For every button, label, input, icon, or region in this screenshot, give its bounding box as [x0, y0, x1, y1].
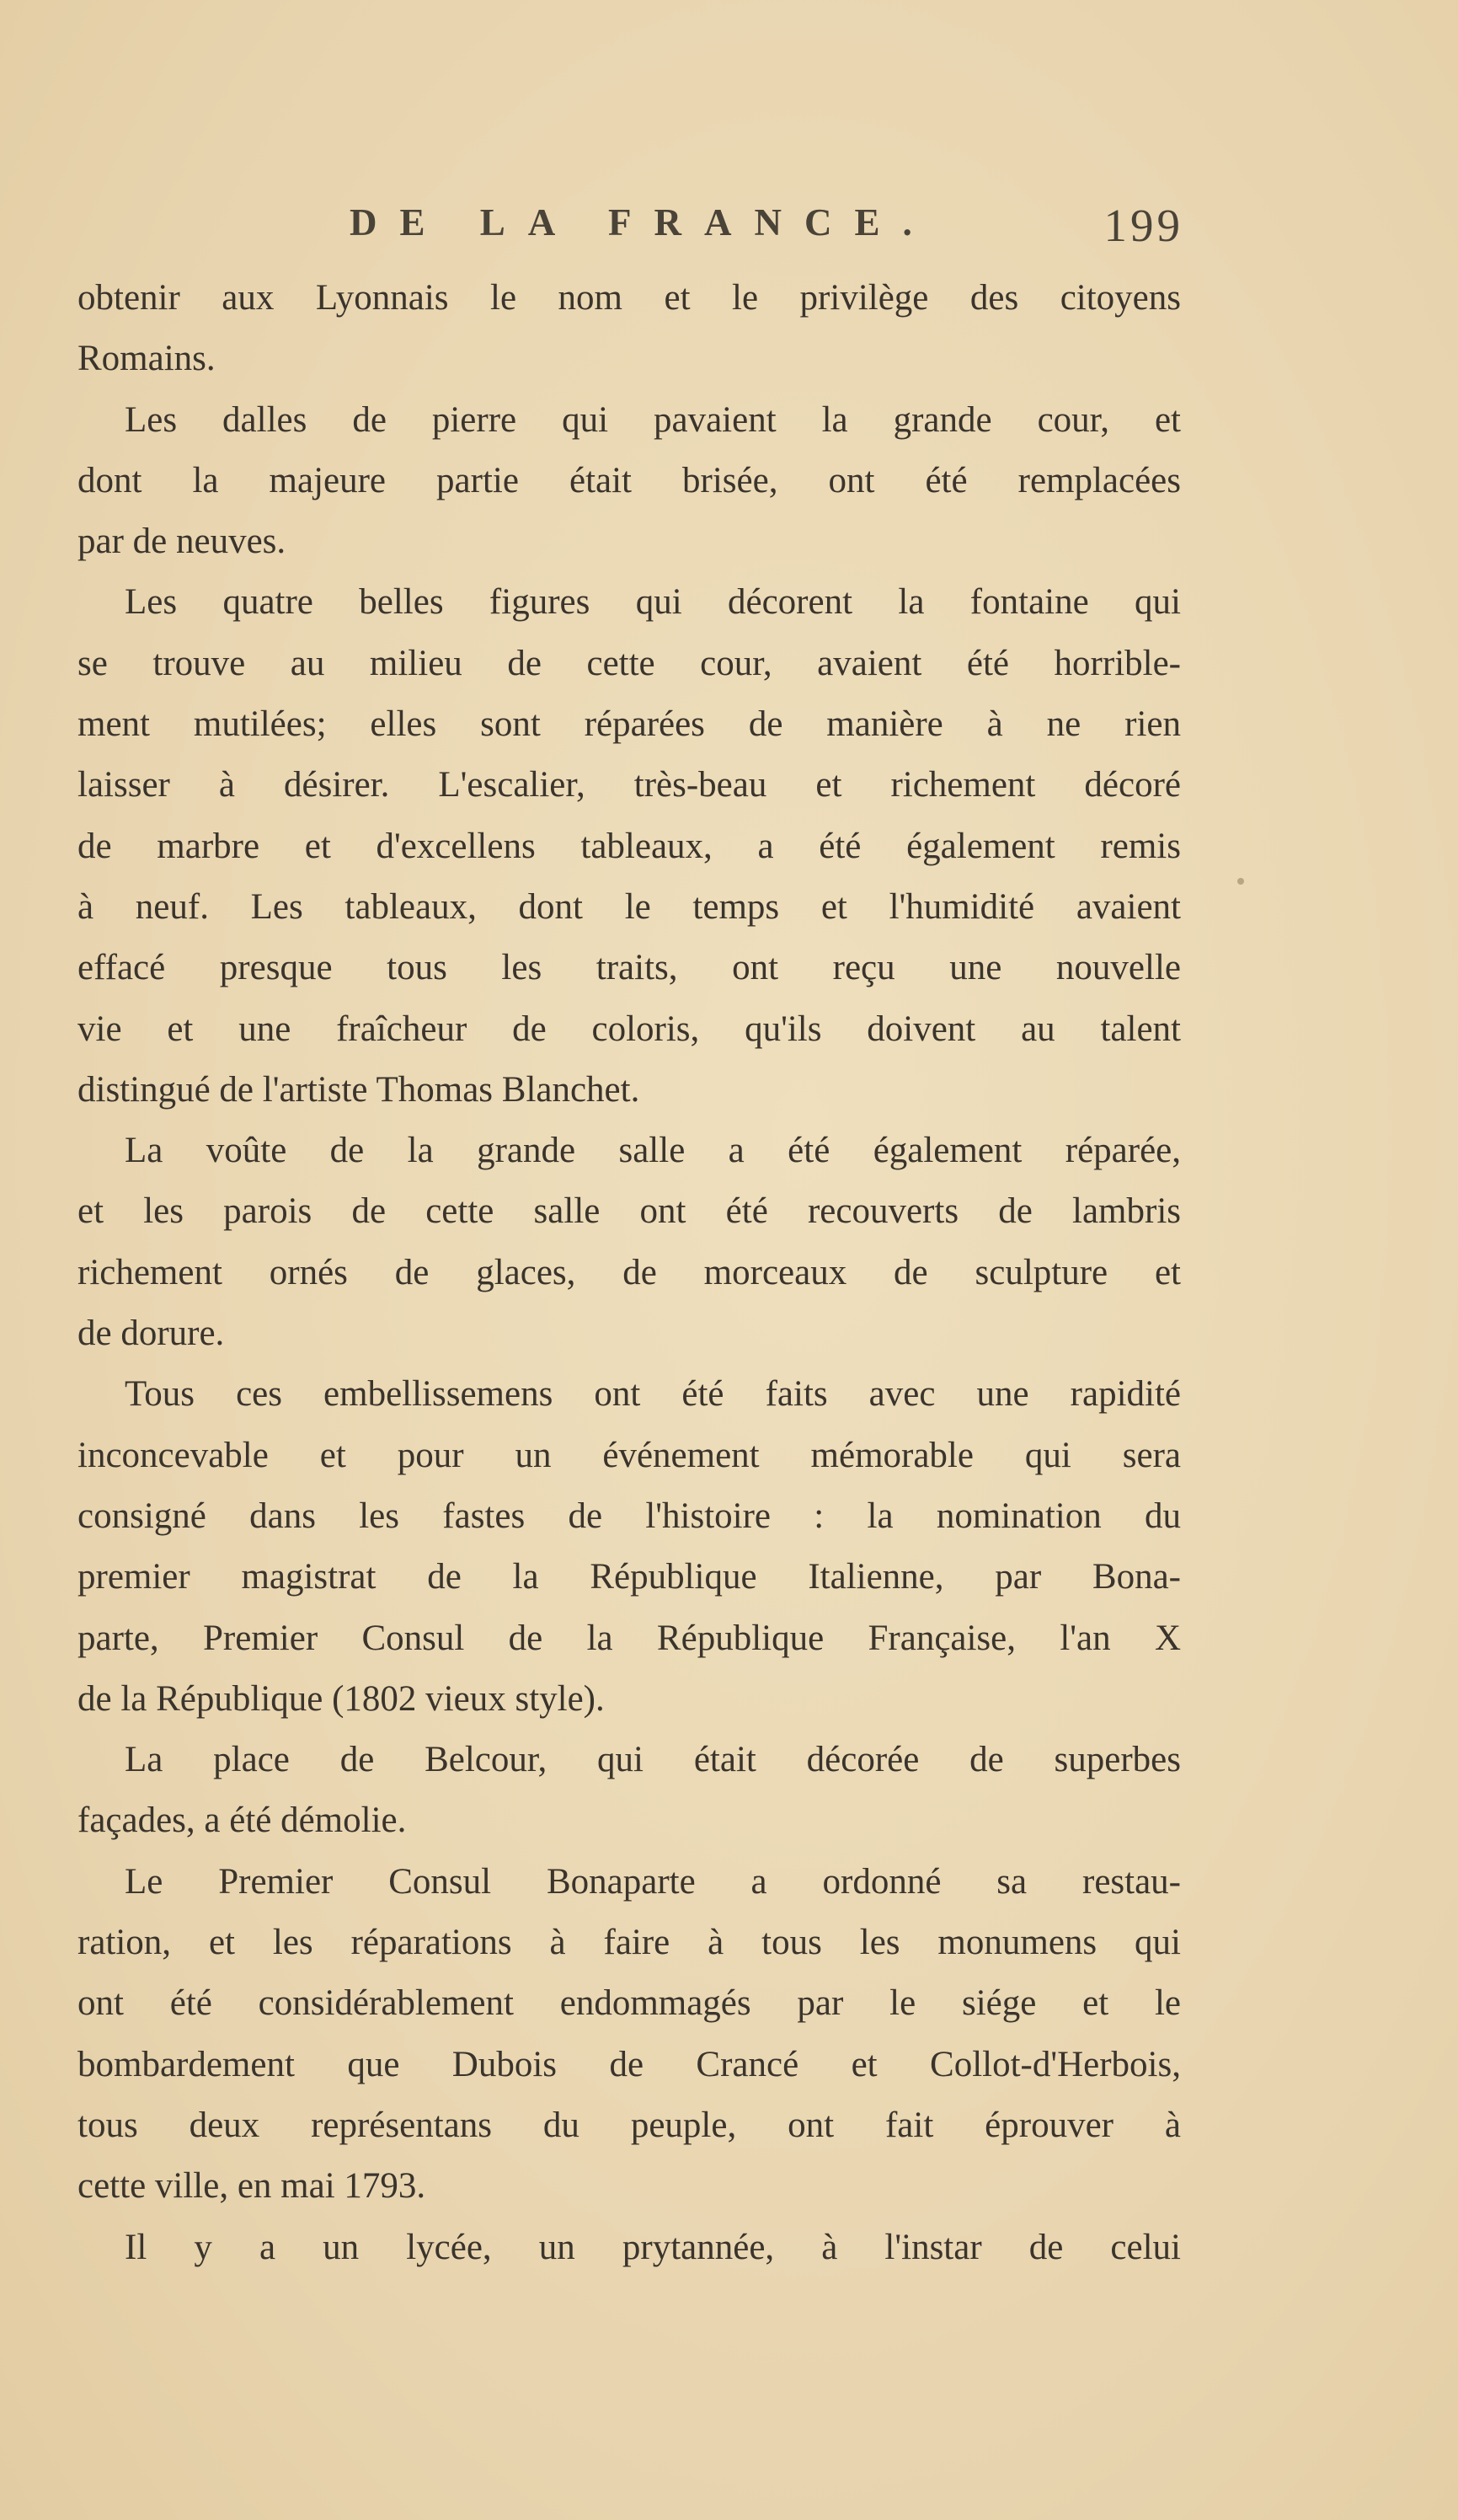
text-line: Tous ces embellissemens ont été faits avec une rapidité — [125, 1374, 1181, 1415]
body-text — [77, 268, 1181, 2278]
text-line: obtenir aux Lyonnais le nom et le privilège des citoyens — [77, 278, 1181, 318]
text-line: par de neuves. — [77, 522, 286, 562]
text-line: se trouve au milieu de cette cour, avaient été horrible- — [77, 643, 1181, 683]
text-line: dont la majeure partie était brisée, ont été remplacées — [77, 460, 1181, 500]
text-line: cette ville, en mai 1793. — [77, 2166, 426, 2207]
text-line: laisser à désirer. L'escalier, très-beau et richement décoré — [77, 765, 1181, 805]
text-line: et les parois de cette salle ont été recouverts de lambris — [77, 1191, 1181, 1232]
text-line: façades, a été démolie. — [77, 1800, 407, 1841]
paper-speck — [1237, 878, 1244, 885]
text-line: Les quatre belles figures qui décorent la fontaine qui — [125, 582, 1181, 623]
text-line: Romains. — [77, 339, 216, 379]
text-line: de dorure. — [77, 1314, 225, 1354]
text-line: consigné dans les fastes de l'histoire : la nomination du — [77, 1495, 1181, 1536]
page-header — [350, 201, 1192, 259]
text-line: de la République (1802 vieux style). — [77, 1678, 605, 1719]
text-line: de marbre et d'excellens tableaux, a été également remis — [77, 826, 1181, 866]
text-line: La place de Belcour, qui était décorée de superbes — [125, 1740, 1181, 1780]
text-line: parte, Premier Consul de la République Française, l'an X — [77, 1618, 1181, 1658]
text-line: La voûte de la grande salle a été également réparée, — [125, 1131, 1181, 1171]
text-line: ment mutilées; elles sont réparées de manière à ne rien — [77, 704, 1181, 745]
page-number: 199 — [1103, 200, 1183, 251]
running-head: DE LA FRANCE. — [350, 201, 935, 243]
text-line: richement ornés de glaces, de morceaux de sculpture et — [77, 1252, 1181, 1292]
text-line: Les dalles de pierre qui pavaient la grande cour, et — [125, 399, 1181, 440]
text-line: inconcevable et pour un événement mémorable qui sera — [77, 1435, 1181, 1475]
text-line: Le Premier Consul Bonaparte a ordonné sa restau- — [125, 1861, 1181, 1902]
text-line: à neuf. Les tableaux, dont le temps et l'humidité avaient — [77, 886, 1181, 927]
text-line: Il y a un lycée, un prytannée, à l'instar de celui — [125, 2227, 1181, 2267]
text-line: distingué de l'artiste Thomas Blanchet. — [77, 1069, 640, 1110]
text-line: ont été considérablement endommagés par le siége et le — [77, 1983, 1181, 2024]
text-line: bombardement que Dubois de Crancé et Collot-d'Herbois, — [77, 2044, 1181, 2084]
text-line: ration, et les réparations à faire à tous les monumens qui — [77, 1923, 1181, 1963]
text-line: premier magistrat de la République Italienne, par Bona- — [77, 1557, 1181, 1597]
text-line: tous deux représentans du peuple, ont fait éprouver à — [77, 2105, 1181, 2145]
text-line: vie et une fraîcheur de coloris, qu'ils doivent au talent — [77, 1009, 1181, 1049]
text-line: effacé presque tous les traits, ont reçu une nouvelle — [77, 948, 1181, 988]
